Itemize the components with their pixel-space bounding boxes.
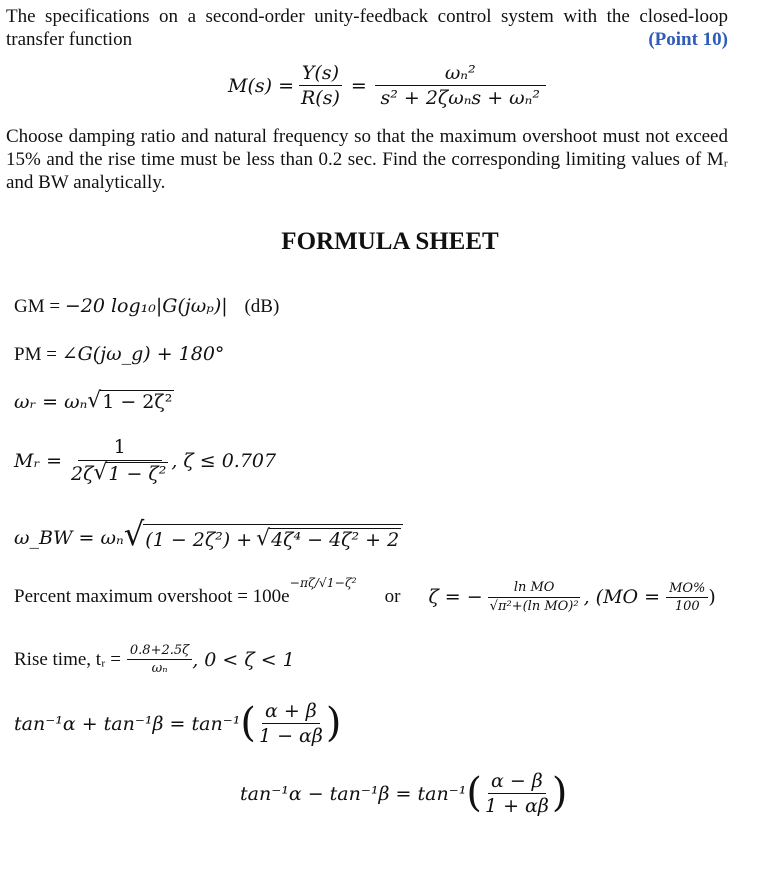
- tf-num-1: Y(s): [299, 62, 342, 86]
- rise-condition: , 0 < ζ < 1: [192, 648, 295, 671]
- mr-den-radicand: 1 − ζ²: [108, 463, 167, 485]
- bw-inner-radicand: 4ζ⁴ − 4ζ² + 2: [271, 529, 400, 551]
- tan1-fraction: [256, 700, 326, 747]
- mr-condition: , ζ ≤ 0.707: [171, 449, 277, 472]
- tf-lhs: M(s) =: [228, 74, 294, 97]
- po-close: ): [708, 586, 716, 608]
- rise-numerator: 0.8+2.5ζ: [127, 643, 192, 660]
- tf-num-2: ωₙ²: [375, 62, 546, 86]
- po-mo-lhs: , (MO =: [583, 586, 661, 608]
- bw-inner-pre: (1 − 2ζ²) +: [145, 528, 253, 551]
- tan2-numerator: α − β: [488, 770, 546, 794]
- resonant-peak-formula: [14, 436, 276, 485]
- po-label: Percent maximum overshoot = 100e: [14, 586, 290, 607]
- tan2-denominator: 1 + αβ: [484, 795, 549, 817]
- rise-fraction: [127, 643, 192, 676]
- problem-body: Choose damping ratio and natural frequency so that the maximum overshoot must not exceed 15% and the rise time must be less than 0.2 sec. Find the corresponding limiting values of Mᵣ and BW analytically.: [6, 126, 728, 193]
- tan1-numerator: α + β: [262, 700, 320, 724]
- wr-radicand: 1 − 2ζ²: [102, 391, 173, 413]
- po-denominator: √π²+(ln MO)²: [489, 599, 579, 614]
- formula-sheet-title: FORMULA SHEET: [281, 228, 499, 255]
- rise-label: Rise time, tᵣ =: [14, 648, 121, 670]
- gm-unit: (dB): [244, 296, 280, 317]
- bandwidth-formula: [14, 515, 403, 553]
- pm-label: PM =: [14, 344, 57, 365]
- po-exponent: −πζ/√1−ζ²: [289, 576, 357, 590]
- tan1-denominator: 1 − αβ: [258, 725, 323, 747]
- gm-expression: −20 log₁₀|G(jωₚ)|: [64, 295, 228, 317]
- po-mo-denominator: 100: [674, 598, 700, 614]
- mr-numerator: 1: [78, 436, 162, 461]
- overshoot-formula: [14, 576, 716, 614]
- tan-sum-identity: tan⁻¹α + tan⁻¹β = tan⁻¹ ( $\frac{\alpha + \beta}{1 - \alpha\beta}$ ): [14, 699, 342, 747]
- po-fraction: [487, 580, 582, 614]
- problem-line-2: transfer function: [6, 29, 133, 50]
- bw-outer-sqrt: √ (1 − 2ζ²) + √ 4ζ⁴ − 4ζ² + 2: [124, 524, 403, 551]
- points-label: (Point 10): [648, 29, 728, 50]
- tf-fraction-1: [298, 62, 343, 109]
- tf-den-1: R(s): [301, 87, 340, 109]
- resonant-frequency-formula: [14, 390, 174, 413]
- pm-expression: ∠G(jω_g) + 180°: [61, 343, 225, 365]
- po-mo-numerator: MO%: [666, 581, 708, 598]
- tan2-fraction: [482, 770, 552, 817]
- mr-denominator: 2ζ √ 1 − ζ²: [71, 460, 167, 485]
- po-or: or: [384, 586, 401, 607]
- problem-line-1: The specifications on a second-order unity-feedback control system with the closed-loop: [6, 6, 728, 27]
- tf-den-2: s² + 2ζωₙs + ωₙ²: [380, 87, 540, 109]
- wr-lhs: ωᵣ = ωₙ: [14, 390, 88, 413]
- bw-lhs: ω_BW = ωₙ: [14, 526, 124, 549]
- po-numerator: ln MO: [488, 580, 581, 598]
- tf-fraction-2: [375, 62, 546, 109]
- wr-sqrt: √ 1 − 2ζ²: [87, 388, 173, 413]
- gm-label: GM =: [14, 296, 61, 317]
- tan1-lhs: tan⁻¹α + tan⁻¹β = tan⁻¹: [14, 712, 241, 735]
- gm-formula: [14, 295, 279, 318]
- po-zeta: ζ = −: [428, 586, 483, 608]
- transfer-function: M(s) = $\frac{Y(s)}{R(s)}$ = $\frac{\text{ωₙ²}}{\text{s² + 2ζωₙs + ωₙ²}}$: [228, 62, 546, 109]
- mr-den-pre: 2ζ: [71, 462, 94, 485]
- po-mo-fraction: [666, 581, 708, 614]
- tan2-lhs: tan⁻¹α − tan⁻¹β = tan⁻¹: [240, 782, 467, 805]
- mr-lhs: Mᵣ =: [14, 449, 63, 472]
- rise-time-formula: [14, 643, 295, 676]
- tan-difference-identity: tan⁻¹α − tan⁻¹β = tan⁻¹ ( $\frac{\alpha - \beta}{1 + \alpha\beta}$ ): [240, 769, 568, 817]
- pm-formula: [14, 343, 224, 366]
- rise-denominator: ωₙ: [151, 661, 168, 676]
- mr-fraction: [68, 436, 171, 485]
